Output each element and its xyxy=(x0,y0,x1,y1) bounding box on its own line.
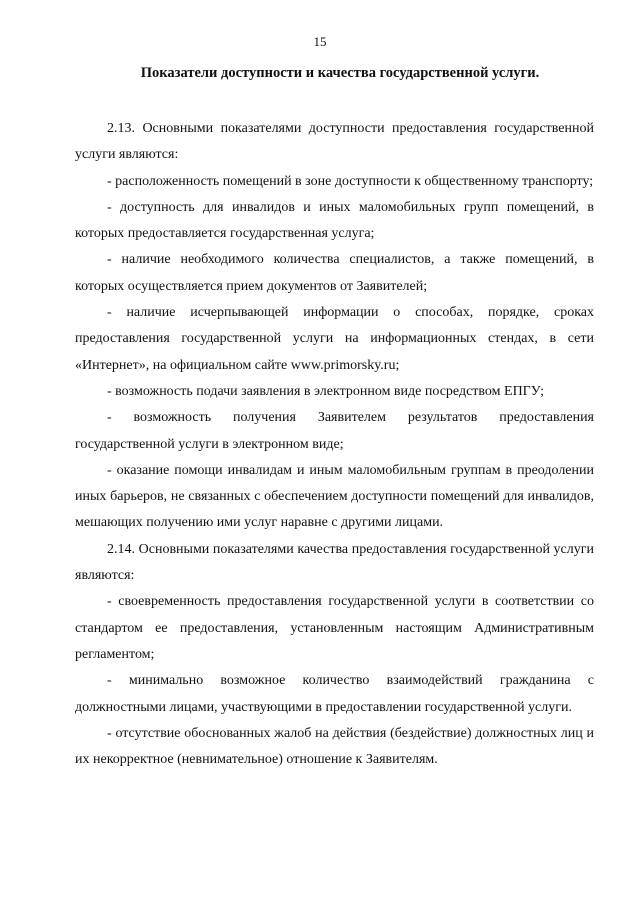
list-item-electronic-result: - возможность получения Заявителем результатов предоставления государственной услуги в электронном виде; xyxy=(75,410,594,452)
list-item-disabled-access: - доступность для инвалидов и иных маломобильных групп помещений, в которых предоставляется государственная услуга; xyxy=(75,199,594,242)
document-body xyxy=(75,116,594,773)
list-item-information: - наличие исчерпывающей информации о способах, порядке, сроках предоставления государственной услуги на информационных стендах, в сети «Интернет», на официальном сайте www.primorsky.ru; xyxy=(75,305,594,373)
list-item-assistance: - оказание помощи инвалидам и иным маломобильным группам в преодолении иных барьеров, не связанных с обеспечением доступности помещений для инвалидов, мешающих получению ими услуг наравне с другими лицами. xyxy=(75,462,594,531)
list-item-interactions: - минимально возможное количество взаимодействий гражданина с должностными лицами, участвующими в предоставлении государственной услуги. xyxy=(75,673,594,715)
paragraph-2-14: 2.14. Основными показателями качества предоставления государственной услуги являются: xyxy=(75,541,594,584)
list-item-electronic-application: - возможность подачи заявления в электронном виде посредством ЕПГУ; xyxy=(107,383,545,399)
list-item-complaints: - отсутствие обоснованных жалоб на действия (бездействие) должностных лиц и их некорректное (невнимательное) отношение к Заявителям. xyxy=(75,725,594,768)
paragraph-2-13: 2.13. Основными показателями доступности предоставления государственной услуги являются: xyxy=(75,121,594,163)
section-title: Показатели доступности и качества государственной услуги. xyxy=(140,65,540,81)
page-number: 15 xyxy=(313,34,327,49)
list-item-transport: - расположенность помещений в зоне доступности к общественному транспорту; xyxy=(107,173,594,189)
list-item-timeliness: - своевременность предоставления государственной услуги в соответствии со стандартом ее предоставления, установленным настоящим Административным регламентом; xyxy=(75,594,594,662)
list-item-specialists: - наличие необходимого количества специалистов, а также помещений, в которых осуществляется прием документов от Заявителей; xyxy=(75,252,594,294)
